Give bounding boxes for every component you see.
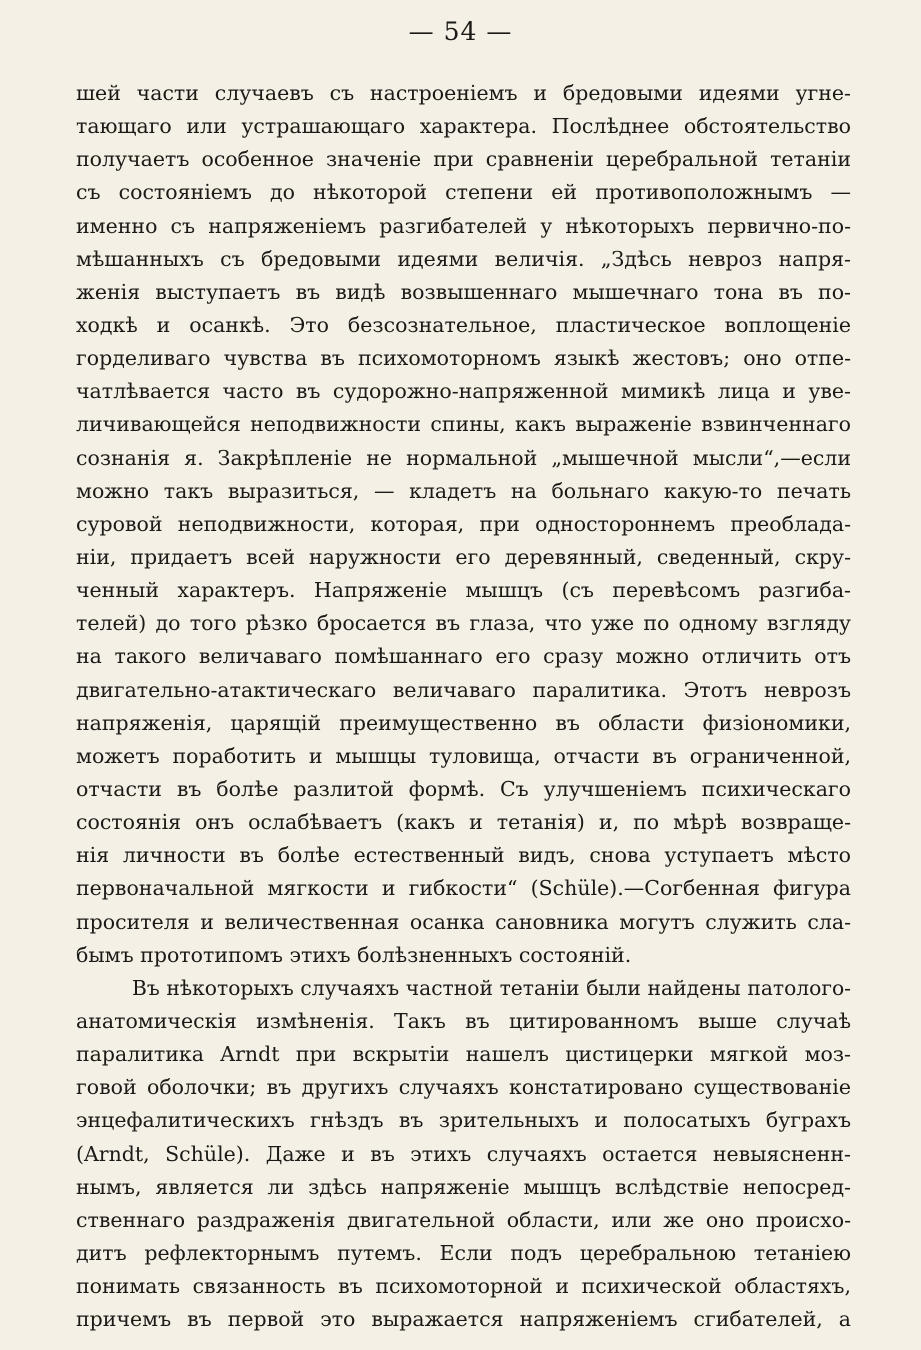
page-number: — 54 — xyxy=(408,17,513,46)
text-line: говой оболочки; въ другихъ случаяхъ констатировано существованіе xyxy=(76,1075,851,1100)
text-line: шей части случаевъ съ настроеніемъ и бредовыми идеями угне- xyxy=(76,81,851,105)
text-line: паралитика Arndt при вскрытіи нашелъ цистицерки мягкой моз- xyxy=(76,1042,851,1067)
text-line: энцефалитическихъ гнѣздъ въ зрительныхъ и полосатыхъ буграхъ xyxy=(76,1108,851,1133)
text-line: нымъ, является ли здѣсь напряженіе мышцъ вслѣдствіе непосред- xyxy=(76,1174,851,1199)
text-line: ченный характеръ. Напряженіе мышцъ (съ перевѣсомъ разгиба- xyxy=(76,578,851,603)
text-line: мѣшанныхъ съ бредовыми идеями величія. „Здѣсь невроз напря- xyxy=(76,246,851,271)
text-line: суровой неподвижности, которая, при одностороннемъ преоблада- xyxy=(76,511,851,536)
text-line: женія выступаетъ въ видѣ возвышеннаго мышечнаго тона въ по- xyxy=(76,279,851,304)
text-line: нія личности въ болѣе естественный видъ, снова уступаетъ мѣсто xyxy=(76,843,851,868)
text-line: причемъ въ первой это выражается напряженіемъ сгибателей, а xyxy=(76,1307,851,1332)
text-line: личивающейся неподвижности спины, какъ выраженіе взвинченнаго xyxy=(76,412,851,437)
text-line: дитъ рефлекторнымъ путемъ. Если подъ церебральною тетаніею xyxy=(76,1240,851,1265)
text-line: понимать связанность въ психомоторной и психической областяхъ, xyxy=(76,1274,851,1299)
text-line: двигательно-атактическаго величаваго паралитика. Этотъ невpозъ xyxy=(76,677,851,702)
text-line: просителя и величественная осанка сановника могутъ служить сла- xyxy=(76,909,851,934)
text-line: отчасти въ болѣе разлитой формѣ. Съ улучшеніемъ психическаго xyxy=(76,776,851,801)
text-line: ственнаго раздраженія двигательной области, или же оно происхо- xyxy=(76,1207,851,1232)
body-text xyxy=(76,77,851,1336)
text-line: горделиваго чувства въ психомоторномъ языкѣ жестовъ; оно отпе- xyxy=(76,346,851,371)
text-line: ніи, придаетъ всей наружности его деревянный, сведенный, скру- xyxy=(76,544,851,569)
text-line: получаетъ особенное значеніе при сравненіи церебральной тетаніи xyxy=(76,147,851,172)
text-line: (Arndt, Schüle). Даже и въ этихъ случаяхъ остается невыясненн- xyxy=(76,1141,851,1166)
text-line: тающаго или устрашающаго характера. Послѣднее обстоятельство xyxy=(76,114,851,139)
text-line: именно съ напряженіемъ разгибателей у нѣкоторыхъ первично-по- xyxy=(76,213,851,238)
text-line: состоянія онъ ослабѣваетъ (какъ и тетанія) и, по мѣрѣ возвраще- xyxy=(76,810,851,835)
text-line: съ состояніемъ до нѣкоторой степени ей противоположнымъ — xyxy=(76,180,851,205)
text-line: телей) до того рѣзко бросается въ глаза, что уже по одному взгляду xyxy=(76,611,851,636)
text-line: анатомическія измѣненія. Такъ въ цитированномъ выше случаѣ xyxy=(76,1008,851,1033)
text-line: Въ нѣкоторыхъ случаяхъ частной тетаніи были найдены патолого- xyxy=(132,975,851,1000)
text-line: ходкѣ и осанкѣ. Это безсознательное, пластическое воплощеніе xyxy=(76,312,851,337)
text-line: бымъ прототипомъ этихъ болѣзненныхъ состояній. xyxy=(76,942,632,967)
text-line: можно такъ выразиться, — кладетъ на больнаго какую-то печать xyxy=(76,478,851,503)
text-line: можетъ поработить и мышцы туловища, отчасти въ ограниченной, xyxy=(76,743,851,768)
text-line: чатлѣвается часто въ судорожно-напряженной мимикѣ лица и уве- xyxy=(76,379,851,404)
text-line: сознанія я. Закрѣпленіе не нормальной „мышечной мысли“,—если xyxy=(76,445,851,470)
text-line: на такого величаваго помѣшаннаго его сразу можно отличить отъ xyxy=(76,644,851,669)
text-line: первоначальной мягкости и гибкости“ (Schüle).—Согбенная фигура xyxy=(76,876,851,901)
text-line: напряженія, царящій преимущественно въ области физіономики, xyxy=(76,710,851,735)
